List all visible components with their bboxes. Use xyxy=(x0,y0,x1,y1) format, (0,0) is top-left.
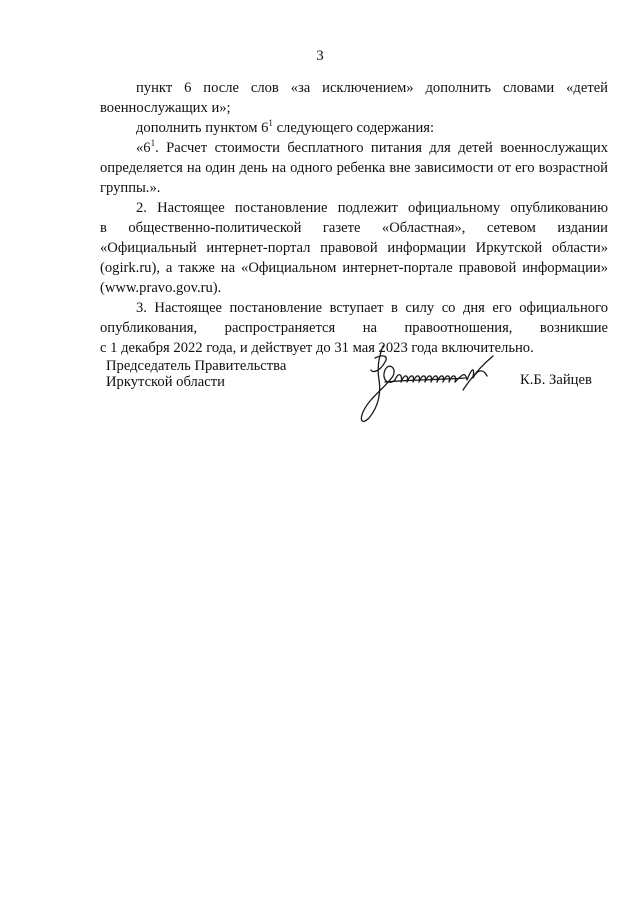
text-line: (www.pravo.gov.ru). xyxy=(100,280,222,296)
text-line: опубликования, распространяется на правоотношения, возникшие xyxy=(100,320,608,336)
superscript: 1 xyxy=(268,118,273,129)
text-line: «Официальный интернет-портал правовой информации Иркутской области» xyxy=(100,240,608,256)
paragraph-5 xyxy=(100,298,608,358)
text-line: в общественно-политической газете «Областная», сетевом издании xyxy=(100,220,608,236)
quote-prefix: «6 xyxy=(136,140,151,156)
text-line: определяется на один день на одного ребенка вне зависимости от его возрастной xyxy=(100,160,608,176)
position-line: Иркутской области xyxy=(106,374,225,390)
superscript: 1 xyxy=(150,138,156,149)
paragraph-2 xyxy=(100,118,608,138)
text-line: 3. Настоящее постановление вступает в силу со дня его официального xyxy=(136,300,608,316)
position-line: Председатель Правительства xyxy=(106,358,287,374)
document-body xyxy=(100,78,608,358)
signatory-name: К.Б. Зайцев xyxy=(520,372,592,388)
page-number: 3 xyxy=(316,48,324,64)
paragraph-4 xyxy=(100,198,608,298)
signatory-position xyxy=(106,358,286,390)
text-line-tail: следующего содержания: xyxy=(272,120,435,136)
text-line xyxy=(100,138,608,158)
text-line: 2. Настоящее постановление подлежит официальному опубликованию xyxy=(136,200,608,216)
text-line: (ogirk.ru), а также на «Официальном интернет-портале правовой информации» xyxy=(100,260,608,276)
text-line-rest: . Расчет стоимости бесплатного питания для детей военнослужащих xyxy=(155,140,608,156)
paragraph-3 xyxy=(100,138,608,198)
text-line: с 1 декабря 2022 года, и действует до 31 мая 2023 года включительно. xyxy=(100,340,534,356)
handwritten-signature xyxy=(355,340,505,430)
paragraph-1 xyxy=(100,78,608,118)
text-line: дополнить пунктом 6 xyxy=(136,120,269,136)
text-line: группы.». xyxy=(100,180,161,196)
text-line: военнослужащих и»; xyxy=(100,100,231,116)
text-line: пункт 6 после слов «за исключением» дополнить словами «детей xyxy=(136,80,608,96)
